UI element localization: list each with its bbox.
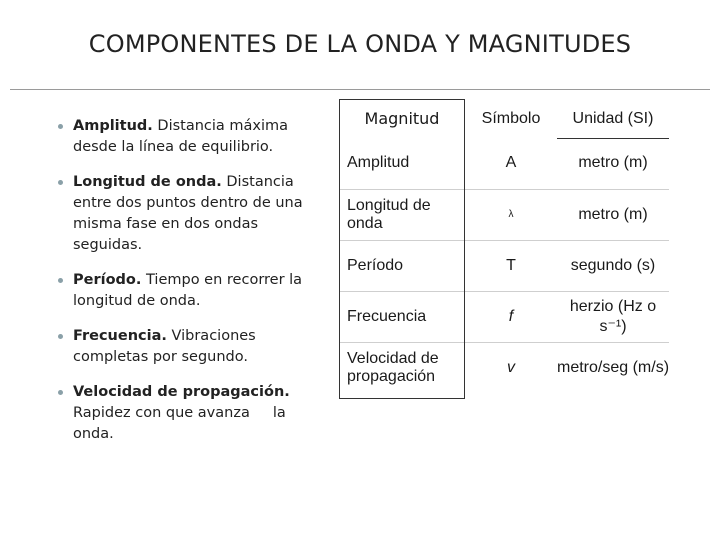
bullet-velocidad [56,382,306,445]
title-divider [10,89,710,90]
bullet-text: Distancia máxima desde la línea de equilibrio. [73,118,289,155]
bullet-periodo [56,270,306,312]
cell-unidad: herzio (Hz o s⁻¹) [569,297,657,335]
cell-simbolo: λ [508,209,514,220]
cell-magnitud: Período [347,256,404,274]
cell-simbolo: v [507,358,515,376]
bullet-frecuencia [56,326,306,368]
bullet-text: Rapidez con que avanza la onda. [73,384,295,442]
magnitudes-table [339,99,669,393]
bullet-term: Longitud de onda. [73,174,222,190]
table-row [339,342,669,393]
cell-unidad: segundo (s) [570,256,656,274]
bullet-dot-icon [58,334,63,339]
table-header-row [339,99,669,138]
cell-simbolo: f [508,307,514,325]
bullet-text: Vibraciones completas por segundo. [73,328,256,365]
slide-title: COMPONENTES DE LA ONDA Y MAGNITUDES [88,30,632,58]
bullet-dot-icon [58,278,63,283]
bullet-term: Período. [73,272,142,288]
cell-magnitud: Amplitud [347,154,410,172]
bullet-list [56,116,306,459]
header-simbolo: Símbolo [481,109,541,127]
table-row [339,138,669,189]
bullet-text: Distancia entre dos puntos dentro de una misma fase en dos ondas seguidas. [73,174,303,253]
cell-magnitud: Velocidad de propagación [347,349,439,385]
bullet-longitud [56,172,306,256]
cell-magnitud: Longitud de onda [347,196,431,232]
header-unidad: Unidad (SI) [572,109,654,127]
cell-unidad: metro/seg (m/s) [557,358,670,376]
table-row [339,189,669,240]
bullet-amplitud [56,116,306,158]
cell-unidad: metro (m) [578,205,648,223]
cell-simbolo: T [506,256,516,274]
table-row [339,291,669,342]
bullet-term: Frecuencia. [73,328,167,344]
bullet-term: Velocidad de propagación. [73,384,290,400]
cell-simbolo: A [505,154,517,172]
bullet-dot-icon [58,124,63,129]
header-magnitud: Magnitud [364,109,440,128]
table-row [339,240,669,291]
cell-magnitud: Frecuencia [347,307,427,325]
bullet-dot-icon [58,180,63,185]
unidad-header-underline [557,138,669,139]
bullet-text: Tiempo en recorrer la longitud de onda. [73,272,303,309]
bullet-term: Amplitud. [73,118,153,134]
bullet-dot-icon [58,390,63,395]
cell-unidad: metro (m) [578,154,648,172]
